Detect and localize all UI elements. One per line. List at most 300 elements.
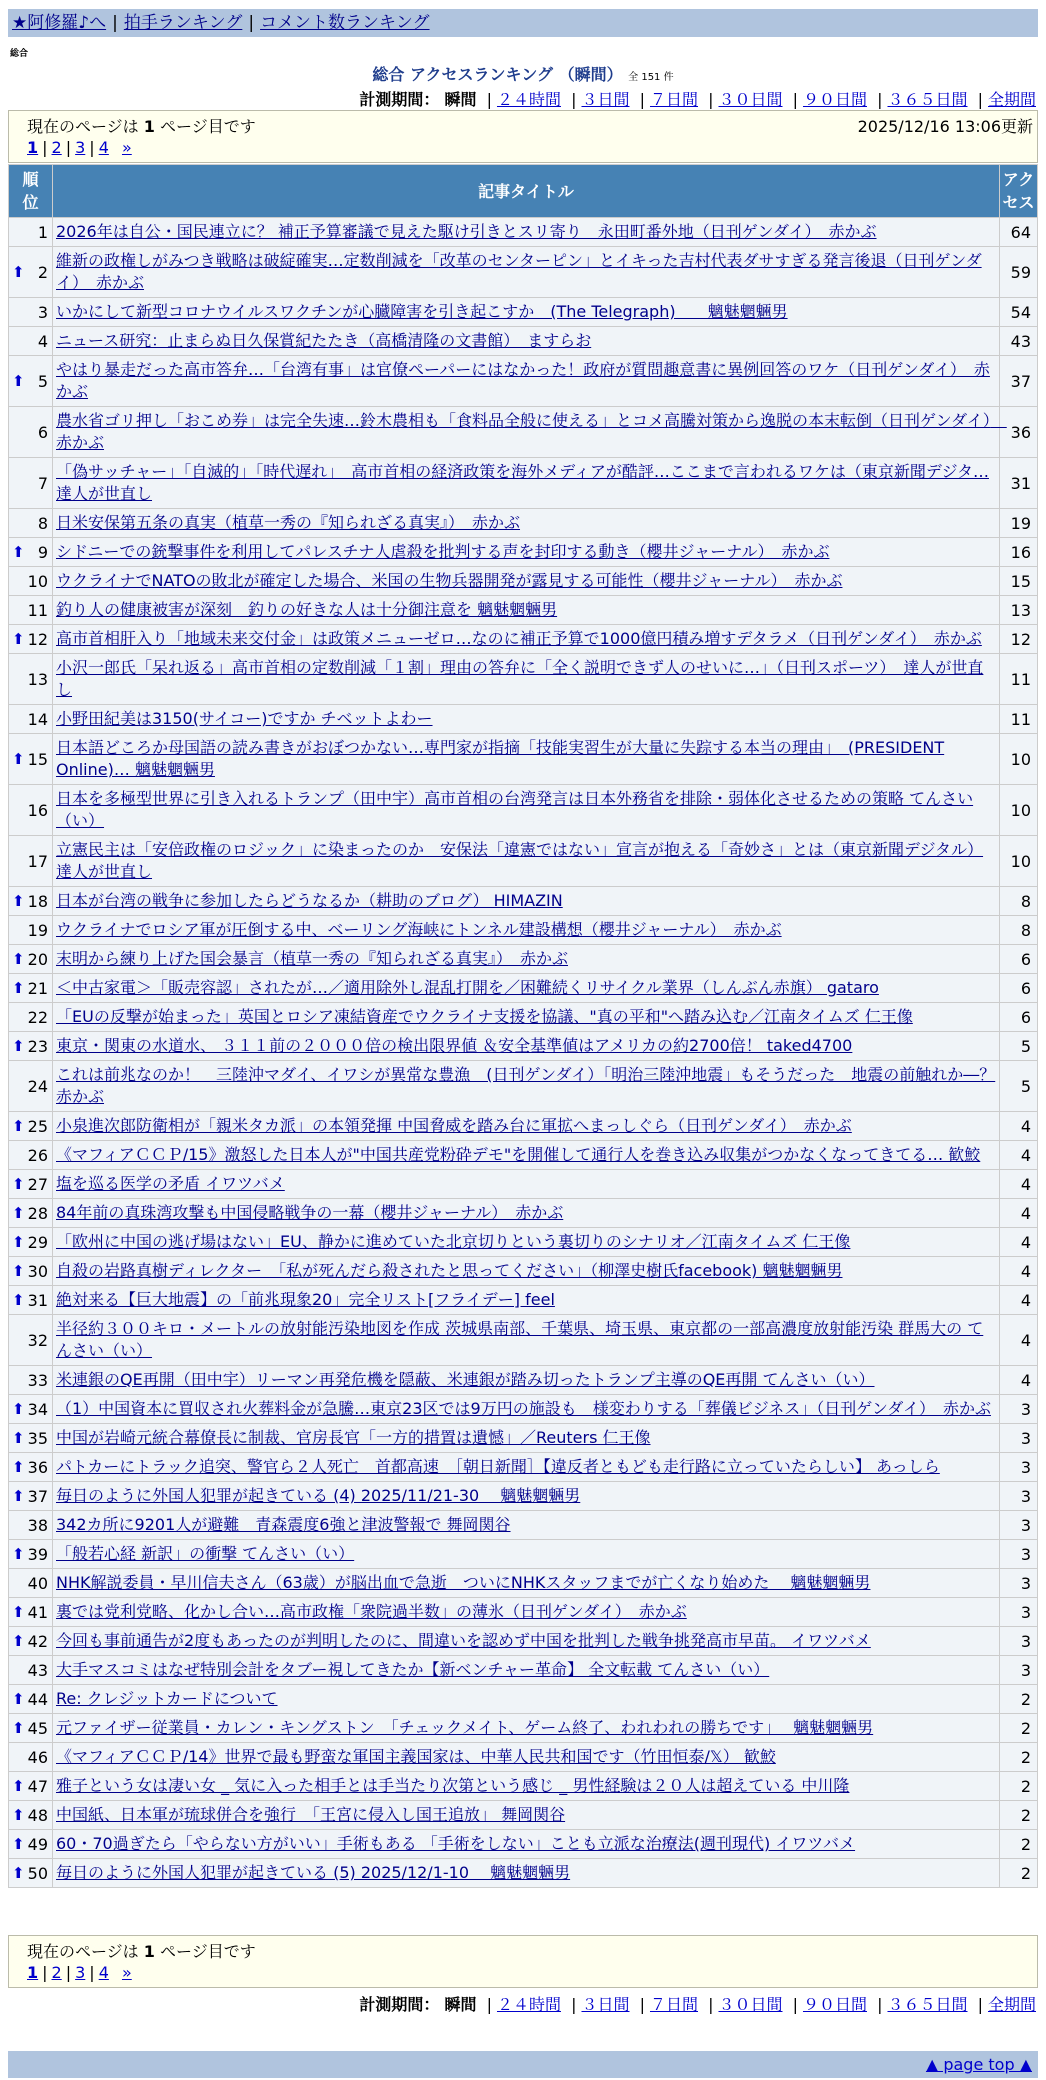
article-link[interactable]: ニュース研究：止まらぬ日久保賞紀たたき（高橋清隆の文書館） ますらお — [56, 331, 592, 350]
page-link-2[interactable]: 2 — [51, 1963, 62, 1982]
article-link[interactable]: 毎日のように外国人犯罪が起きている (4) 2025/11/21-30 魑魅魍魎男 — [56, 1486, 581, 1505]
title-cell — [53, 1199, 1000, 1228]
access-count: 36 — [1000, 407, 1038, 458]
rank-cell — [9, 1315, 53, 1366]
title-cell — [53, 1482, 1000, 1511]
table-row — [9, 1395, 1038, 1424]
title-cell — [53, 509, 1000, 538]
access-count: 4 — [1000, 1141, 1038, 1170]
period-link-all[interactable]: 全期間 — [987, 1995, 1036, 2014]
title-cell — [53, 1685, 1000, 1714]
access-count: 8 — [1000, 887, 1038, 916]
title-cell — [53, 1627, 1000, 1656]
page-info: 現在のページは 1 ページ目です — [27, 1942, 256, 1961]
table-row — [9, 887, 1038, 916]
rank-cell — [9, 1199, 53, 1228]
rank-cell — [9, 654, 53, 705]
article-link[interactable]: 「般若心経 新訳」の衝撃 てんさい（い） — [56, 1544, 355, 1563]
rank-number: 5 — [37, 371, 48, 391]
access-count: 4 — [1000, 1257, 1038, 1286]
page-link-3[interactable]: 3 — [75, 138, 86, 157]
article-link[interactable]: 《マフィアＣＣＰ/14》世界で最も野蛮な軍国主義国家は、中華人民共和国です（竹田恒泰/𝕏） 歓鮫 — [56, 1747, 776, 1766]
page-info: 現在のページは 1 ページ目です — [27, 117, 256, 136]
table-row — [9, 945, 1038, 974]
access-count: 3 — [1000, 1540, 1038, 1569]
rank-cell — [9, 1395, 53, 1424]
period-link-30d[interactable]: ３０日間 — [718, 90, 783, 109]
page-link-next[interactable]: » — [121, 1963, 132, 1982]
period-label: 計測期間： — [359, 1995, 440, 2014]
table-row — [9, 974, 1038, 1003]
rank-up-icon: ⬆ — [12, 1718, 25, 1737]
article-link[interactable]: Re: クレジットカードについて — [56, 1689, 278, 1708]
access-count: 6 — [1000, 974, 1038, 1003]
title-cell — [53, 1112, 1000, 1141]
period-current: 瞬間 — [444, 90, 477, 109]
rank-cell — [9, 1685, 53, 1714]
ranking-table — [8, 164, 1038, 1888]
table-row — [9, 298, 1038, 327]
article-link[interactable]: 日本を多極型世界に引き入れるトランプ（田中宇）高市首相の台湾発言は日本外務省を排除・弱体化させるための策略 てんさい（い） — [56, 789, 974, 830]
rank-number: 39 — [27, 1544, 48, 1564]
table-row — [9, 1511, 1038, 1540]
rank-number: 43 — [27, 1660, 48, 1680]
article-link[interactable]: 毎日のように外国人犯罪が起きている (5) 2025/12/1-10 魑魅魍魎男 — [56, 1863, 571, 1882]
rank-number: 26 — [27, 1145, 48, 1165]
table-row — [9, 1743, 1038, 1772]
article-link[interactable]: 米連銀のQE再開（田中宇）リーマン再発危機を隠蔽、米連銀が踏み切ったトランプ主導のQE再開 てんさい（い） — [56, 1370, 875, 1389]
rank-cell — [9, 1714, 53, 1743]
title-cell — [53, 1656, 1000, 1685]
rank-number: 14 — [27, 709, 48, 729]
table-row — [9, 1315, 1038, 1366]
article-link[interactable]: 立憲民主は「安倍政権のロジック」に染まったのか 安保法「違憲ではない」宣言が抱える「奇妙さ」とは（東京新聞デジタル）達人が世直し — [56, 840, 984, 881]
period-link-24h[interactable]: ２４時間 — [496, 1995, 561, 2014]
table-row — [9, 1453, 1038, 1482]
comment-ranking-link[interactable]: コメント数ランキング — [260, 13, 430, 33]
period-link-3d[interactable]: ３日間 — [581, 1995, 630, 2014]
table-row — [9, 1540, 1038, 1569]
access-count: 4 — [1000, 1199, 1038, 1228]
table-row — [9, 1685, 1038, 1714]
rank-cell — [9, 1286, 53, 1315]
table-row — [9, 458, 1038, 509]
table-row — [9, 1598, 1038, 1627]
rank-number: 40 — [27, 1573, 48, 1593]
rank-number: 12 — [27, 629, 48, 649]
table-row — [9, 916, 1038, 945]
rank-cell — [9, 1801, 53, 1830]
access-count: 3 — [1000, 1395, 1038, 1424]
page-link-4[interactable]: 4 — [98, 138, 109, 157]
rank-number: 1 — [37, 222, 48, 242]
article-link[interactable]: パトカーにトラック追突、警官ら２人死亡 首都高速 ［朝日新聞］【違反者ともども走行路に立っていたらしい】 あっしら — [56, 1457, 940, 1476]
access-count: 11 — [1000, 654, 1038, 705]
title-cell — [53, 705, 1000, 734]
article-link[interactable]: 大手マスコミはなぜ特別会計をタブー視してきたか【新ベンチャー革命】 全文転載 てんさい（い） — [56, 1660, 770, 1679]
column-header-title: 記事タイトル — [53, 165, 1000, 218]
page-title — [0, 62, 1046, 85]
rank-number: 37 — [27, 1486, 48, 1506]
period-link-7d[interactable]: ７日間 — [649, 1995, 698, 2014]
rank-cell — [9, 945, 53, 974]
rank-cell — [9, 298, 53, 327]
access-count: 3 — [1000, 1598, 1038, 1627]
table-row — [9, 1859, 1038, 1888]
rank-number: 25 — [27, 1116, 48, 1136]
access-count: 4 — [1000, 1170, 1038, 1199]
article-link[interactable]: 2026年は自公・国民連立に？ 補正予算審議で見えた駆け引きとスリ寄り 永田町番外地（日刊ゲンダイ） 赤かぶ — [56, 222, 877, 241]
rank-cell — [9, 1228, 53, 1257]
access-count: 3 — [1000, 1424, 1038, 1453]
article-link[interactable]: 「EUの反撃が始まった」英国とロシア凍結資産でウクライナ支援を協議、"真の平和"へ踏み込む／江南タイムズ 仁王像 — [56, 1007, 913, 1026]
title-cell — [53, 1540, 1000, 1569]
title-cell — [53, 1003, 1000, 1032]
title-cell — [53, 567, 1000, 596]
period-link-30d[interactable]: ３０日間 — [718, 1995, 783, 2014]
rank-cell — [9, 509, 53, 538]
page-link-current[interactable]: 1 — [27, 1963, 39, 1982]
rank-number: 50 — [27, 1863, 48, 1883]
access-count: 59 — [1000, 247, 1038, 298]
article-link[interactable]: 裏では党利党略、化かし合い…高市政権「衆院過半数」の薄氷（日刊ゲンダイ） 赤かぶ — [56, 1602, 687, 1621]
article-link[interactable]: ウクライナでNATOの敗北が確定した場合、米国の生物兵器開発が露見する可能性（櫻井ジャーナル） 赤かぶ — [56, 571, 843, 590]
title-cell — [53, 356, 1000, 407]
rank-cell — [9, 974, 53, 1003]
article-link[interactable]: 342カ所に9201人が避難 青森震度6強と津波警報で 舞岡関谷 — [56, 1515, 511, 1534]
rank-number: 9 — [37, 542, 48, 562]
access-count: 10 — [1000, 734, 1038, 785]
rank-cell — [9, 1257, 53, 1286]
title-cell — [53, 1315, 1000, 1366]
page-title-text: 総合 アクセスランキング （瞬間） — [372, 65, 623, 84]
page-top-link[interactable]: ▲ page top ▲ — [925, 2055, 1032, 2074]
access-count: 31 — [1000, 458, 1038, 509]
rank-number: 35 — [27, 1428, 48, 1448]
title-cell — [53, 458, 1000, 509]
rank-number: 10 — [27, 571, 48, 591]
period-selector-bottom: 計測期間： 瞬間 | ２４時間 | ３日間 | ７日間 | ３０日間 | ９０日間 | ３６５日間 | 全期間 — [359, 1995, 1036, 2014]
access-count: 3 — [1000, 1569, 1038, 1598]
page-link-3[interactable]: 3 — [75, 1963, 86, 1982]
period-link-24h[interactable]: ２４時間 — [496, 90, 561, 109]
table-row — [9, 1714, 1038, 1743]
rank-number: 3 — [37, 302, 48, 322]
rank-cell — [9, 625, 53, 654]
article-link[interactable]: やはり暴走だった高市答弁…「台湾有事」は官僚ペーパーにはなかった！政府が質問趣意書に異例回答のワケ（日刊ゲンダイ） 赤かぶ — [56, 360, 990, 401]
access-count: 3 — [1000, 1482, 1038, 1511]
category-label: 総合 — [10, 49, 29, 59]
table-row — [9, 1003, 1038, 1032]
rank-up-icon: ⬆ — [12, 1544, 25, 1563]
title-cell — [53, 1511, 1000, 1540]
access-count: 2 — [1000, 1801, 1038, 1830]
title-cell — [53, 1453, 1000, 1482]
title-cell — [53, 1141, 1000, 1170]
rank-up-icon: ⬆ — [12, 1290, 25, 1309]
rank-number: 23 — [27, 1036, 48, 1056]
access-count: 3 — [1000, 1656, 1038, 1685]
title-cell — [53, 1830, 1000, 1859]
updated-time: 2025/12/16 13:06更新 — [857, 117, 1033, 136]
period-link-365d[interactable]: ３６５日間 — [887, 90, 968, 109]
access-count: 5 — [1000, 1032, 1038, 1061]
rank-up-icon: ⬆ — [12, 629, 25, 648]
rank-up-icon: ⬆ — [12, 949, 25, 968]
rank-cell — [9, 356, 53, 407]
rank-number: 41 — [27, 1602, 48, 1622]
article-link[interactable]: 維新の政権しがみつき戦略は破綻確実…定数削減を「改革のセンターピン」とイキった吉村代表ダサすぎる発言後退（日刊ゲンダイ） 赤かぶ — [56, 251, 982, 292]
rank-number: 42 — [27, 1631, 48, 1651]
article-link[interactable]: 日米安保第五条の真実（植草一秀の『知られざる真実』） 赤かぶ — [56, 513, 521, 532]
period-label: 計測期間： — [359, 90, 440, 109]
article-link[interactable]: 末明から練り上げた国会暴言（植草一秀の『知られざる真実』） 赤かぶ — [56, 949, 569, 968]
table-row — [9, 567, 1038, 596]
access-count: 2 — [1000, 1830, 1038, 1859]
rank-number: 30 — [27, 1261, 48, 1281]
rank-up-icon: ⬆ — [12, 891, 25, 910]
rank-cell — [9, 538, 53, 567]
article-link[interactable]: 元ファイザー従業員・カレン・キングストン 「チェックメイト、ゲーム終了、われわれの勝ちです」 魑魅魍魎男 — [56, 1718, 874, 1737]
title-cell — [53, 887, 1000, 916]
footer-bar — [8, 2051, 1038, 2078]
article-link[interactable]: 「偽サッチャー」「自滅的」「時代遅れ」 高市首相の経済政策を海外メディアが酷評…ここまで言われるワケは（東京新聞デジタ… 達人が世直し — [56, 462, 989, 503]
rank-number: 15 — [27, 749, 48, 769]
rank-number: 20 — [27, 949, 48, 969]
rank-up-icon: ⬆ — [12, 1486, 25, 1505]
rank-cell — [9, 407, 53, 458]
rank-up-icon: ⬆ — [12, 1203, 25, 1222]
title-cell — [53, 945, 1000, 974]
rank-number: 34 — [27, 1399, 48, 1419]
access-count: 54 — [1000, 298, 1038, 327]
title-cell — [53, 1366, 1000, 1395]
table-row — [9, 734, 1038, 785]
article-link[interactable]: 東京・関東の水道水、 ３１１前の２０００倍の検出限界値 ＆安全基準値はアメリカの約2700倍！ taked4700 — [56, 1036, 853, 1055]
rank-up-icon: ⬆ — [12, 1428, 25, 1447]
access-count: 43 — [1000, 327, 1038, 356]
page-link-current[interactable]: 1 — [27, 138, 39, 157]
access-count: 37 — [1000, 356, 1038, 407]
article-link[interactable]: 雅子という女は凄い女 _ 気に入った相手とは手当たり次第という感じ _ 男性経験は２０人は超えている 中川隆 — [56, 1776, 850, 1795]
article-link[interactable]: 自殺の岩路真樹ディレクター 「私が死んだら殺されたと思ってください」（柳澤史樹氏facebook) 魑魅魍魎男 — [56, 1261, 843, 1280]
rank-cell — [9, 327, 53, 356]
article-link[interactable]: 中国紙、日本軍が琉球併合を強行 「王宮に侵入し国王追放」 舞岡関谷 — [56, 1805, 566, 1824]
article-link[interactable]: 小沢一郎氏「呆れ返る」高市首相の定数削減「１割」理由の答弁に「全く説明できず人のせいに…」（日刊スポーツ） 達人が世直し — [56, 658, 984, 699]
rank-number: 28 — [27, 1203, 48, 1223]
table-row — [9, 1141, 1038, 1170]
table-row — [9, 218, 1038, 247]
separator: | — [248, 13, 255, 33]
access-count: 10 — [1000, 836, 1038, 887]
rank-number: 22 — [27, 1007, 48, 1027]
title-cell — [53, 247, 1000, 298]
rank-up-icon: ⬆ — [12, 542, 25, 561]
table-row — [9, 1830, 1038, 1859]
page-link-next[interactable]: » — [121, 138, 132, 157]
access-count: 6 — [1000, 945, 1038, 974]
rank-cell — [9, 1830, 53, 1859]
table-row — [9, 1424, 1038, 1453]
article-link[interactable]: これは前兆なのか！ 三陸沖マダイ、イワシが異常な豊漁 (日刊ゲンダイ）「明治三陸沖地震」もそうだった 地震の前触れか―？ 赤かぶ — [56, 1065, 996, 1106]
clap-ranking-link[interactable]: 拍手ランキング — [123, 13, 243, 33]
period-link-365d[interactable]: ３６５日間 — [887, 1995, 968, 2014]
access-count: 4 — [1000, 1315, 1038, 1366]
page-link-4[interactable]: 4 — [98, 1963, 109, 1982]
title-cell — [53, 1569, 1000, 1598]
article-link[interactable]: 釣り人の健康被害が深刻 釣りの好きな人は十分御注意を 魑魅魍魎男 — [56, 600, 558, 619]
article-link[interactable]: 絶対来る【巨大地震】の「前兆現象20」完全リスト[フライデー] feel — [56, 1290, 555, 1309]
table-row — [9, 1772, 1038, 1801]
period-link-90d[interactable]: ９０日間 — [802, 90, 867, 109]
access-count: 8 — [1000, 916, 1038, 945]
article-link[interactable]: 60・70過ぎたら「やらない方がいい」手術もある 「手術をしない」ことも立派な治療法(週刊現代) イワツバメ — [56, 1834, 856, 1853]
rank-cell — [9, 887, 53, 916]
article-link[interactable]: 塩を巡る医学の矛盾 イワツバメ — [56, 1174, 285, 1193]
title-cell — [53, 327, 1000, 356]
rank-up-icon: ⬆ — [12, 1457, 25, 1476]
article-link[interactable]: 高市首相肝入り「地域未来交付金」は政策メニューゼロ…なのに補正予算で1000億円積み増すデタラメ（日刊ゲンダイ） 赤かぶ — [56, 629, 982, 648]
period-selector-top: 計測期間： 瞬間 | ２４時間 | ３日間 | ７日間 | ３０日間 | ９０日間 | ３６５日間 | 全期間 — [359, 90, 1036, 109]
access-count: 10 — [1000, 785, 1038, 836]
rank-cell — [9, 1141, 53, 1170]
access-count: 4 — [1000, 1112, 1038, 1141]
rank-cell — [9, 1061, 53, 1112]
page-info-box-top — [8, 110, 1038, 163]
rank-up-icon: ⬆ — [12, 1602, 25, 1621]
period-link-7d[interactable]: ７日間 — [649, 90, 698, 109]
rank-number: 49 — [27, 1834, 48, 1854]
rank-cell — [9, 1032, 53, 1061]
table-row — [9, 1032, 1038, 1061]
table-row — [9, 596, 1038, 625]
rank-up-icon: ⬆ — [12, 1776, 25, 1795]
article-link[interactable]: NHK解説委員・早川信夫さん（63歳）が脳出血で急逝 ついにNHKスタッフまでが亡くなり始めた 魑魅魍魎男 — [56, 1573, 871, 1592]
rank-number: 48 — [27, 1805, 48, 1825]
article-link[interactable]: 半径約３００キロ・メートルの放射能汚染地図を作成 茨城県南部、千葉県、埼玉県、東京都の一部高濃度放射能汚染 群馬大の て んさい（い） — [56, 1319, 984, 1360]
pagination: 1 | 2 | 3 | 4 » — [27, 138, 132, 157]
rank-up-icon: ⬆ — [12, 749, 25, 768]
article-link[interactable]: シドニーでの銃撃事件を利用してパレスチナ人虐殺を批判する声を封印する動き（櫻井ジャーナル） 赤かぶ — [56, 542, 830, 561]
title-cell — [53, 1424, 1000, 1453]
rank-cell — [9, 1482, 53, 1511]
rank-number: 17 — [27, 851, 48, 871]
page-link-2[interactable]: 2 — [51, 138, 62, 157]
rank-up-icon: ⬆ — [12, 1232, 25, 1251]
table-row — [9, 1061, 1038, 1112]
rank-cell — [9, 1170, 53, 1199]
rank-cell — [9, 785, 53, 836]
title-cell — [53, 1032, 1000, 1061]
table-row — [9, 654, 1038, 705]
table-row — [9, 1569, 1038, 1598]
rank-number: 11 — [27, 600, 48, 620]
access-count: 4 — [1000, 1286, 1038, 1315]
period-link-90d[interactable]: ９０日間 — [802, 1995, 867, 2014]
rank-cell — [9, 1656, 53, 1685]
access-count: 3 — [1000, 1453, 1038, 1482]
rank-cell — [9, 1569, 53, 1598]
table-row — [9, 1228, 1038, 1257]
rank-up-icon: ⬆ — [12, 262, 25, 281]
article-link[interactable]: いかにして新型コロナウイルスワクチンが心臓障害を引き起こすか (The Telegraph) 魑魅魍魎男 — [56, 302, 788, 321]
rank-number: 7 — [37, 473, 48, 493]
rank-number: 33 — [27, 1370, 48, 1390]
access-count: 3 — [1000, 1627, 1038, 1656]
title-cell — [53, 1395, 1000, 1424]
rank-up-icon: ⬆ — [12, 1174, 25, 1193]
period-current: 瞬間 — [444, 1995, 477, 2014]
rank-up-icon: ⬆ — [12, 1036, 25, 1055]
access-count: 11 — [1000, 705, 1038, 734]
column-header-rank: 順位 — [9, 165, 53, 218]
rank-cell — [9, 705, 53, 734]
article-link[interactable]: 小野田紀美は3150(サイコー)ですか チベットよわー — [56, 709, 433, 728]
article-link[interactable]: ウクライナでロシア軍が圧倒する中、ベーリング海峡にトンネル建設構想（櫻井ジャーナル） 赤かぶ — [56, 920, 782, 939]
rank-cell — [9, 1366, 53, 1395]
title-cell — [53, 1286, 1000, 1315]
access-count: 6 — [1000, 1003, 1038, 1032]
title-cell — [53, 1598, 1000, 1627]
period-link-all[interactable]: 全期間 — [987, 90, 1036, 109]
access-count: 13 — [1000, 596, 1038, 625]
article-link[interactable]: 《マフィアＣＣＰ/15》激怒した日本人が"中国共産党粉砕デモ"を開催して通行人を巻き込み収集がつかなくなってきてる… 歓鮫 — [56, 1145, 981, 1164]
title-cell — [53, 407, 1007, 458]
item-count: 全 151 件 — [628, 72, 674, 83]
rank-number: 47 — [27, 1776, 48, 1796]
table-row — [9, 1801, 1038, 1830]
title-cell — [53, 596, 1000, 625]
title-cell — [53, 734, 1000, 785]
rank-number: 38 — [27, 1515, 48, 1535]
article-link[interactable]: ＜中古家電＞「販売容認」されたが…／適用除外し混乱打開を／困難続くリサイクル業界（しんぶん赤旗） gataro — [56, 978, 879, 997]
access-count: 4 — [1000, 1228, 1038, 1257]
period-link-3d[interactable]: ３日間 — [581, 90, 630, 109]
table-row — [9, 1170, 1038, 1199]
access-count: 19 — [1000, 509, 1038, 538]
title-cell — [53, 1714, 1000, 1743]
rank-cell — [9, 1424, 53, 1453]
rank-cell — [9, 836, 53, 887]
article-link[interactable]: 小泉進次郎防衛相が「親米タカ派」の本領発揮 中国脅威を踏み台に軍拡へまっしぐら（日刊ゲンダイ） 赤かぶ — [56, 1116, 852, 1135]
rank-cell — [9, 1540, 53, 1569]
rank-up-icon: ⬆ — [12, 1116, 25, 1135]
home-link[interactable]: ★阿修羅♪へ — [12, 13, 107, 33]
title-cell — [53, 218, 1000, 247]
rank-number: 4 — [37, 331, 48, 351]
article-link[interactable]: 日本語どころか母国語の読み書きがおぼつかない…専門家が指摘「技能実習生が大量に失踪する本当の理由」 (PRESIDENT Online)… 魑魅魍魎男 — [56, 738, 945, 779]
article-link[interactable]: （1）中国資本に買収され火葬料金が急騰…東京23区では9万円の施設も 様変わりする「葬儀ビジネス」（日刊ゲンダイ） 赤かぶ — [56, 1399, 991, 1418]
table-row — [9, 247, 1038, 298]
article-link[interactable]: 日本が台湾の戦争に参加したらどうなるか（耕助のブログ） HIMAZIN — [56, 891, 563, 910]
table-row — [9, 1656, 1038, 1685]
rank-cell — [9, 458, 53, 509]
article-link[interactable]: 今回も事前通告が2度もあったのが判明したのに、間違いを認めず中国を批判した戦争挑発高市早苗。 イワツバメ — [56, 1631, 871, 1650]
rank-number: 16 — [27, 800, 48, 820]
article-link[interactable]: 中国が岩崎元統合幕僚長に制裁、官房長官「一方的措置は遺憾」／Reuters 仁王像 — [56, 1428, 651, 1447]
access-count: 16 — [1000, 538, 1038, 567]
rank-number: 19 — [27, 920, 48, 940]
rank-up-icon: ⬆ — [12, 1834, 25, 1853]
table-row — [9, 356, 1038, 407]
article-link[interactable]: 「欧州に中国の逃げ場はない」EU、静かに進めていた北京切りという裏切りのシナリオ／江南タイムズ 仁王像 — [56, 1232, 851, 1251]
rank-cell — [9, 1743, 53, 1772]
article-link[interactable]: 84年前の真珠湾攻撃も中国侵略戦争の一幕（櫻井ジャーナル） 赤かぶ — [56, 1203, 564, 1222]
title-cell — [53, 1061, 1000, 1112]
rank-number: 13 — [27, 669, 48, 689]
title-cell — [53, 1743, 1000, 1772]
article-link[interactable]: 農水省ゴリ押し「おこめ券」は完全失速…鈴木農相も「食料品全般に使える」とコメ高騰対策から逸脱の本末転倒（日刊ゲンダイ） 赤かぶ — [56, 411, 1007, 452]
